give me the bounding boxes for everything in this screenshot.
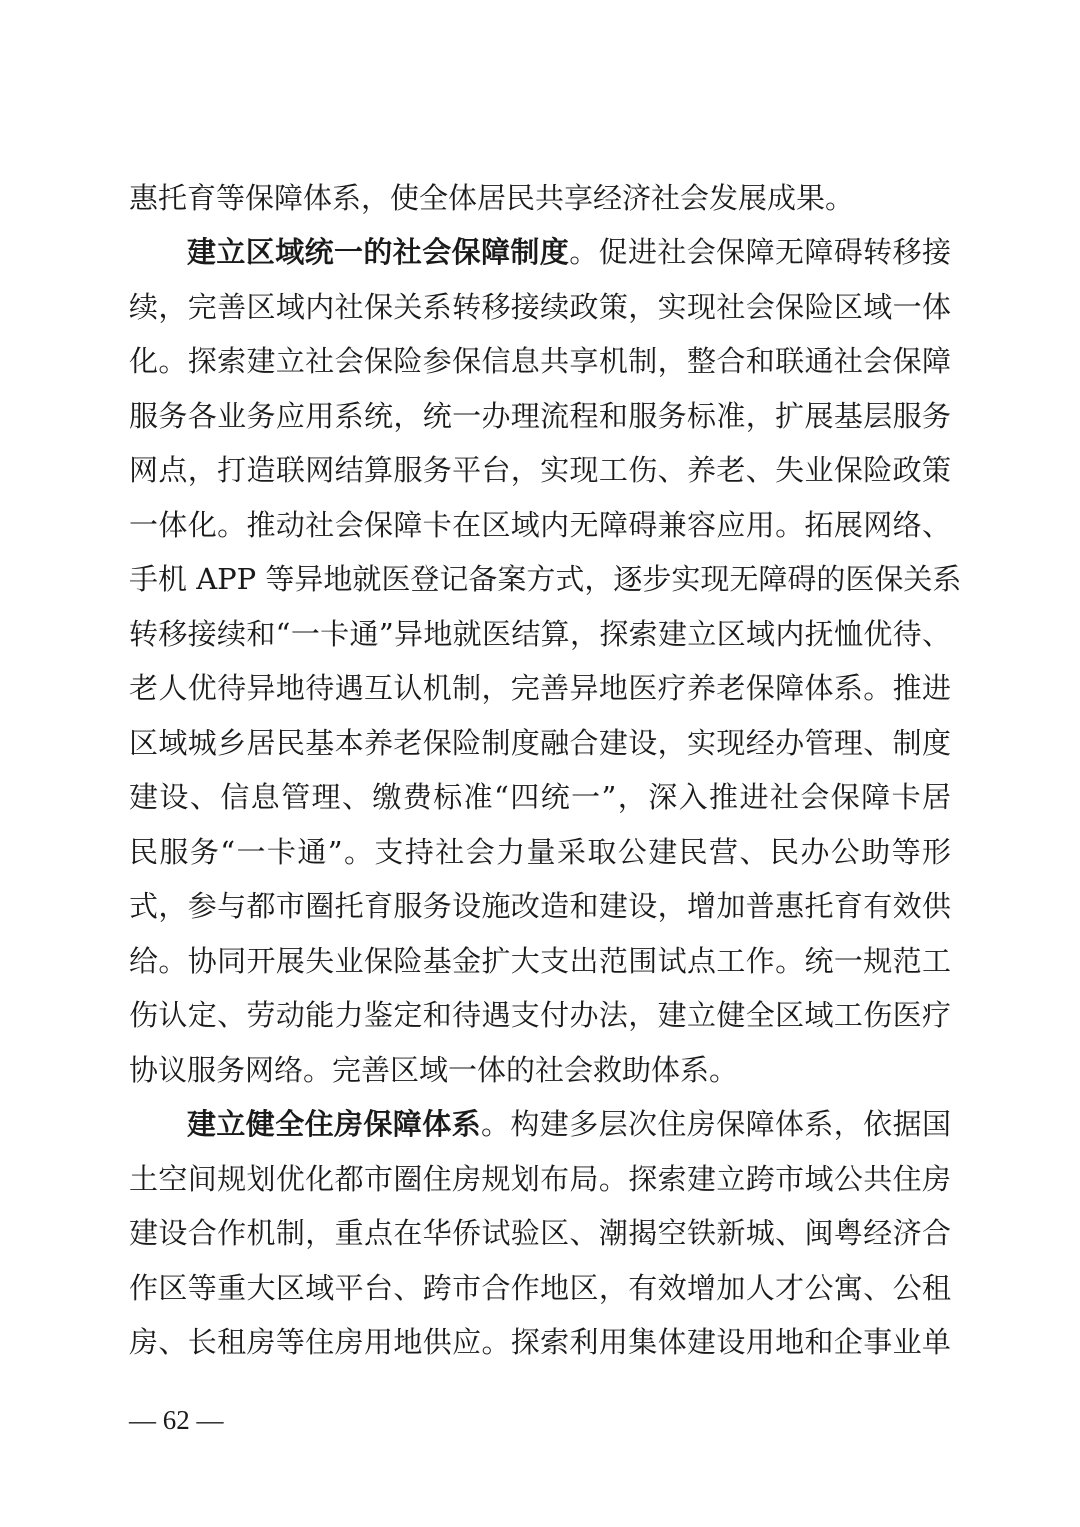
body-line: 服务各业务应用系统，统一办理流程和服务标准，扩展基层服务 bbox=[129, 399, 951, 433]
section-housing-first-line bbox=[187, 1104, 951, 1144]
section-housing-lead-text: 。构建多层次住房保障体系，依据国 bbox=[481, 1107, 951, 1141]
body-line: 网点，打造联网结算服务平台，实现工伤、养老、失业保险政策 bbox=[129, 453, 951, 487]
body-line: 作区等重大区域平台、跨市合作地区，有效增加人才公寓、公租 bbox=[129, 1271, 951, 1305]
body-line: 区域城乡居民基本养老保险制度融合建设，实现经办管理、制度 bbox=[129, 726, 951, 760]
body-line: 惠托育等保障体系，使全体居民共享经济社会发展成果。 bbox=[129, 181, 855, 215]
body-line: 续，完善区域内社保关系转移接续政策，实现社会保险区域一体 bbox=[129, 290, 951, 324]
body-line: 房、长租房等住房用地供应。探索利用集体建设用地和企事业单 bbox=[129, 1325, 951, 1359]
body-line: 民服务“一卡通”。支持社会力量采取公建民营、民办公助等形 bbox=[129, 835, 951, 869]
body-line: 土空间规划优化都市圈住房规划布局。探索建立跨市域公共住房 bbox=[129, 1162, 951, 1196]
body-line: 式，参与都市圈托育服务设施改造和建设，增加普惠托育有效供 bbox=[129, 889, 951, 923]
body-line: 化。探索建立社会保险参保信息共享机制，整合和联通社会保障 bbox=[129, 344, 951, 378]
section-social-security-lead-text: 。促进社会保障无障碍转移接 bbox=[569, 235, 951, 269]
body-line: 一体化。推动社会保障卡在区域内无障碍兼容应用。拓展网络、 bbox=[129, 508, 951, 542]
body-line: 协议服务网络。完善区域一体的社会救助体系。 bbox=[129, 1053, 739, 1087]
page-number: — 62 — bbox=[129, 1405, 224, 1435]
body-line: 建设合作机制，重点在华侨试验区、潮揭空铁新城、闽粤经济合 bbox=[129, 1216, 951, 1250]
body-line: 手机 APP 等异地就医登记备案方式，逐步实现无障碍的医保关系 bbox=[129, 562, 962, 596]
section-social-security-first-line bbox=[187, 232, 951, 272]
body-line: 转移接续和“一卡通”异地就医结算，探索建立区域内抚恤优待、 bbox=[129, 617, 951, 651]
section-heading-social-security: 建立区域统一的社会保障制度 bbox=[187, 235, 570, 269]
body-line: 给。协同开展失业保险基金扩大支出范围试点工作。统一规范工 bbox=[129, 944, 951, 978]
body-line: 伤认定、劳动能力鉴定和待遇支付办法，建立健全区域工伤医疗 bbox=[129, 998, 951, 1032]
body-line: 老人优待异地待遇互认机制，完善异地医疗养老保障体系。推进 bbox=[129, 671, 951, 705]
section-heading-housing: 建立健全住房保障体系 bbox=[187, 1107, 481, 1141]
body-line: 建设、信息管理、缴费标准“四统一”，深入推进社会保障卡居 bbox=[129, 780, 951, 814]
